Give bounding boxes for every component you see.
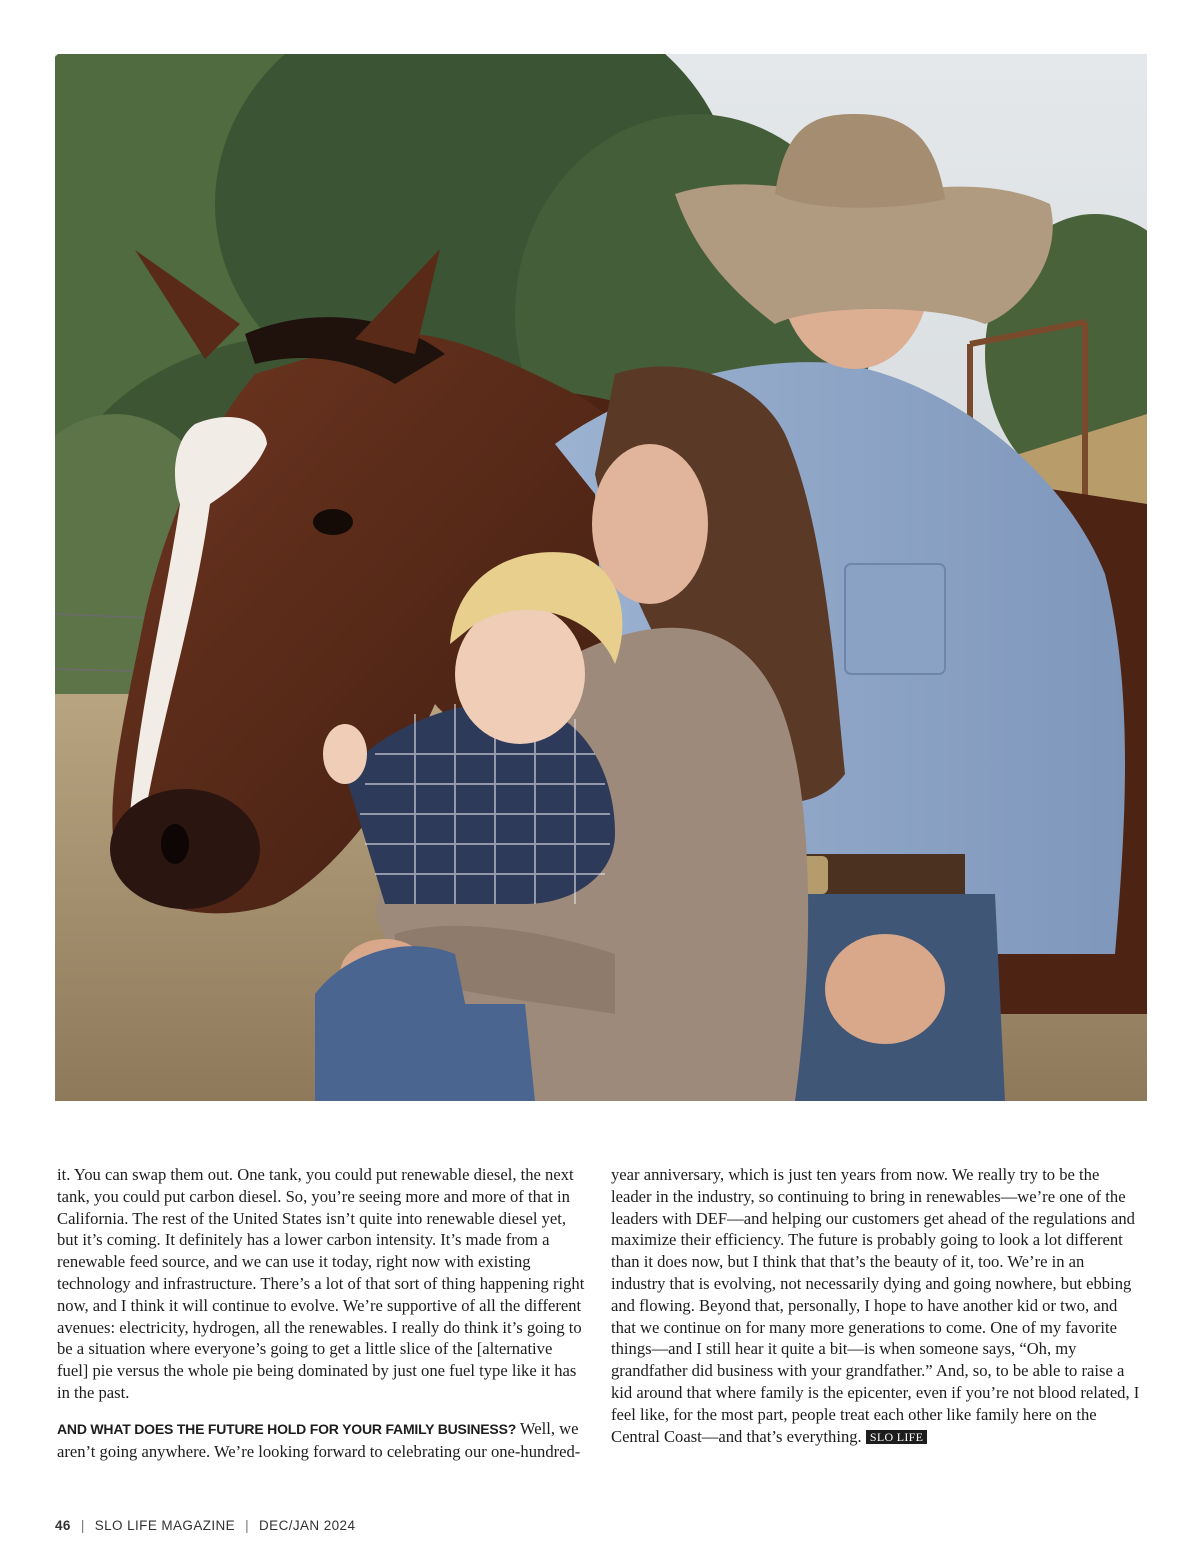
footer-separator: |	[80, 1518, 85, 1533]
interview-answer-continued: year anniversary, which is just ten years from now. We really try to be the leader in the industry, so continuing to bring in renewables—we’re one of the leaders with DEF—and helping our customers get ahead of the regulations and maximize their efficiency. The future is probably going to look a lot different than it does now, but I think that that’s the beauty of it, too. We’re in an industry that is evolving, not necessarily dying and going nowhere, but ebbing and flowing. Beyond that, personally, I hope to have another kid or two, and that we continue on for many more generations to come. One of my favorite things—and I still hear it quite a bit—is when someone says, “Oh, my grandfather did business with your grandfather.” And, so, to be able to raise a kid around that where family is the epicenter, even if you’re not blood related, I feel like, for the most part, people treat each other like family here on the Central Coast—and that’s everything.	[611, 1165, 1140, 1446]
footer-separator: |	[245, 1518, 250, 1533]
end-mark-logo: SLO LIFE	[866, 1430, 927, 1444]
page-footer	[55, 1518, 355, 1533]
publication-name: SLO LIFE MAGAZINE	[94, 1518, 236, 1533]
family-with-horse-illustration	[55, 54, 1147, 1101]
feature-photo	[55, 54, 1147, 1101]
article-paragraph-continued	[611, 1164, 1141, 1447]
article-column-right	[611, 1164, 1141, 1447]
article-paragraph: it. You can swap them out. One tank, you could put renewable diesel, the next tank, you could put carbon diesel. So, you’re seeing more and more of that in California. The rest of the United States isn’t quite into renewable diesel yet, but it’s coming. It definitely has a lower carbon intensity. It’s made from a renewable feed source, and we can use it today, right now with existing technology and infrastructure. There’s a lot of that sort of thing happening right now, and I think it will continue to evolve. We’re supportive of all the different avenues: electricity, hydrogen, all the renewables. I really do think it’s going to be a situation where everyone’s going to get a little slice of the [alternative fuel] pie versus the whole pie being dominated by just one fuel type like it has in the past.	[57, 1165, 585, 1402]
interview-question: AND WHAT DOES THE FUTURE HOLD FOR YOUR FAMILY BUSINESS?	[57, 1420, 517, 1437]
article-column-left	[57, 1164, 587, 1462]
interview-answer: Well, we aren’t going anywhere. We’re looking forward to celebrating our one-hundred-	[57, 1418, 581, 1461]
issue-date: DEC/JAN 2024	[259, 1518, 356, 1533]
page-number: 46	[55, 1518, 71, 1533]
qa-paragraph	[57, 1418, 587, 1463]
